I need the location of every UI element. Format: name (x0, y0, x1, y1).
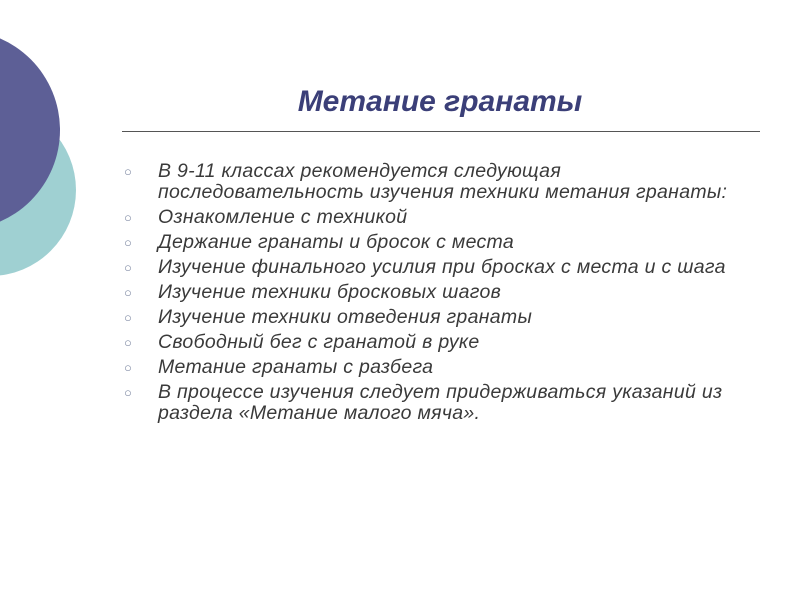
bullet-text: В 9-11 классах рекомендуется следующая последовательность изучения техники метания гранаты: (158, 160, 728, 203)
bullet-text: В процессе изучения следует придерживаться указаний из раздела «Метание малого мяча». (158, 381, 723, 424)
bullet-item (122, 307, 762, 328)
bullet-item (122, 207, 762, 228)
bullet-item (122, 357, 762, 378)
bullet-item (122, 232, 762, 253)
bullet-item (122, 257, 762, 278)
bullet-text: Метание гранаты с разбега (158, 356, 434, 378)
bullet-circle-icon: ○ (124, 360, 133, 375)
title-divider (122, 131, 760, 132)
bullet-circle-icon: ○ (124, 260, 133, 275)
bullet-item (122, 161, 762, 203)
bullet-text: Изучение техники бросковых шагов (158, 281, 502, 303)
bullet-circle-icon: ○ (124, 285, 133, 300)
bullet-text: Изучение финального усилия при бросках с места и с шага (158, 256, 726, 278)
bullet-item (122, 332, 762, 353)
bullet-text: Держание гранаты и бросок с места (158, 231, 515, 253)
bullet-circle-icon: ○ (124, 310, 133, 325)
decorative-circles (0, 0, 120, 330)
bullet-text: Свободный бег с гранатой в руке (158, 331, 480, 353)
bullet-circle-icon: ○ (124, 235, 133, 250)
bullet-circle-icon: ○ (124, 385, 133, 400)
bullet-circle-icon: ○ (124, 164, 133, 179)
bullet-text: Изучение техники отведения гранаты (158, 306, 533, 328)
slide-title: Метание гранаты (297, 85, 583, 118)
bullet-list (122, 161, 762, 428)
bullet-circle-icon: ○ (124, 210, 133, 225)
bullet-text: Ознакомление с техникой (158, 206, 408, 228)
bullet-item (122, 382, 762, 424)
bullet-circle-icon: ○ (124, 335, 133, 350)
bullet-item (122, 282, 762, 303)
